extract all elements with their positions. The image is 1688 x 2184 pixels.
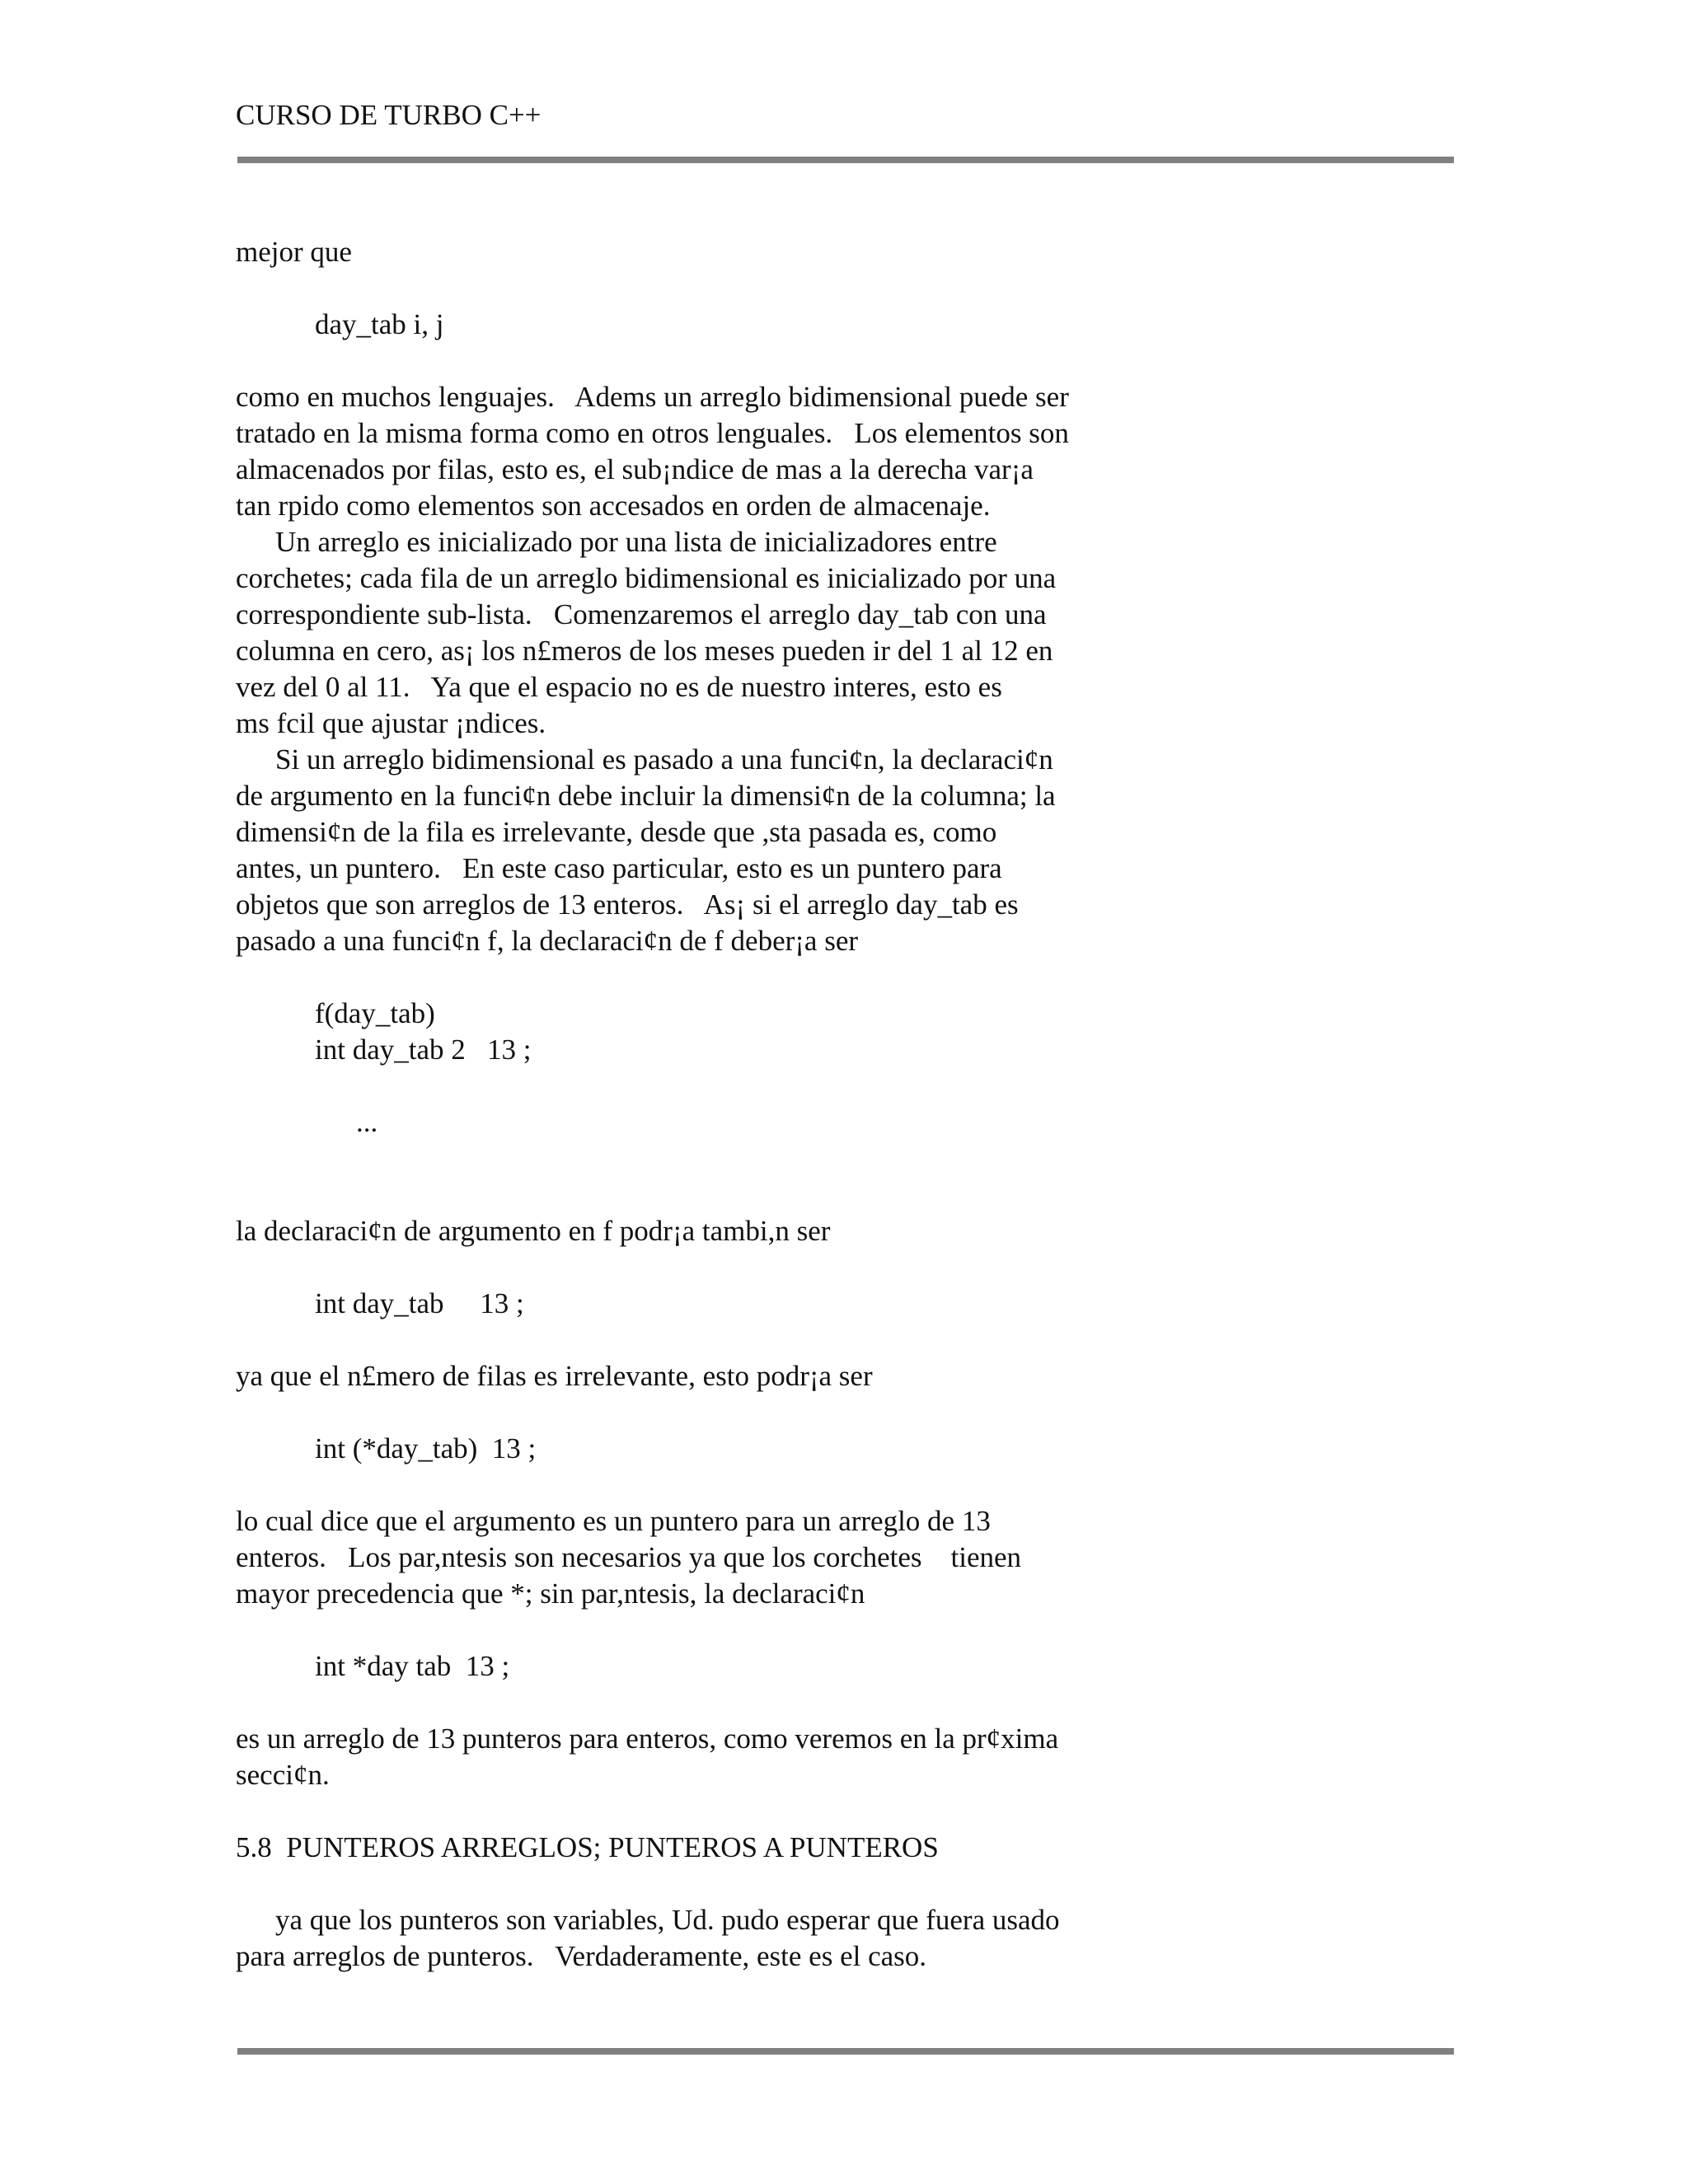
text-line: es un arreglo de 13 punteros para enteros, como veremos en la pr¢xima: [236, 1722, 1059, 1755]
text-line: ms fcil que ajustar ¡ndices.: [236, 707, 546, 739]
header-divider: [237, 157, 1454, 163]
text-line: la declaraci¢n de argumento en f podr¡a tambi,n ser: [236, 1215, 831, 1247]
code-line: int *day tab 13 ;: [315, 1650, 510, 1682]
text-line: como en muchos lenguajes. Adems un arreglo bidimensional puede ser: [236, 381, 1069, 413]
text-line: para arreglos de punteros. Verdaderamente, este es el caso.: [236, 1940, 927, 1972]
text-line: objetos que son arreglos de 13 enteros. As¡ si el arreglo day_tab es: [236, 888, 1019, 921]
text-line: dimensi¢n de la fila es irrelevante, desde que ,sta pasada es, como: [236, 816, 997, 848]
text-line: mejor que: [236, 236, 352, 268]
text-line: vez del 0 al 11. Ya que el espacio no es de nuestro interes, esto es: [236, 671, 1002, 703]
text-line: corchetes; cada fila de un arreglo bidimensional es inicializado por una: [236, 562, 1057, 594]
text-line: columna en cero, as¡ los n£meros de los meses pueden ir del 1 al 12 en: [236, 635, 1053, 667]
section-heading: 5.8 PUNTEROS ARREGLOS; PUNTEROS A PUNTEROS: [236, 1831, 939, 1863]
code-line: int day_tab 13 ;: [315, 1287, 524, 1319]
text-line: tratado en la misma forma como en otros lenguales. Los elementos son: [236, 417, 1069, 449]
text-line: tan rpido como elementos son accesados en orden de almacenaje.: [236, 490, 991, 522]
text-line: ya que el n£mero de filas es irrelevante, esto podr¡a ser: [236, 1360, 873, 1392]
text-line: secci¢n.: [236, 1759, 330, 1791]
text-line: enteros. Los par,ntesis son necesarios ya que los corchetes tienen: [236, 1541, 1022, 1573]
text-line: antes, un puntero. En este caso particular, esto es un puntero para: [236, 852, 1002, 884]
footer-divider: [237, 2048, 1454, 2055]
page-header-title: CURSO DE TURBO C++: [236, 99, 542, 131]
code-line: ...: [356, 1106, 378, 1138]
text-line: ya que los punteros son variables, Ud. pudo esperar que fuera usado: [275, 1904, 1060, 1936]
text-line: pasado a una funci¢n f, la declaraci¢n de f deber¡a ser: [236, 925, 859, 957]
code-line: day_tab i, j: [315, 308, 444, 340]
code-line: int (*day_tab) 13 ;: [315, 1432, 537, 1465]
text-line: Si un arreglo bidimensional es pasado a una funci¢n, la declaraci¢n: [275, 743, 1053, 776]
text-line: lo cual dice que el argumento es un puntero para un arreglo de 13: [236, 1505, 991, 1537]
text-line: correspondiente sub-lista. Comenzaremos el arreglo day_tab con una: [236, 598, 1047, 630]
code-line: f(day_tab): [315, 997, 435, 1029]
text-line: de argumento en la funci¢n debe incluir la dimensi¢n de la columna; la: [236, 780, 1056, 812]
text-line: Un arreglo es inicializado por una lista de inicializadores entre: [275, 526, 997, 558]
code-line: int day_tab 2 13 ;: [315, 1033, 532, 1066]
text-line: mayor precedencia que *; sin par,ntesis, la declaraci¢n: [236, 1577, 865, 1610]
text-line: almacenados por filas, esto es, el sub¡ndice de mas a la derecha var¡a: [236, 453, 1034, 485]
